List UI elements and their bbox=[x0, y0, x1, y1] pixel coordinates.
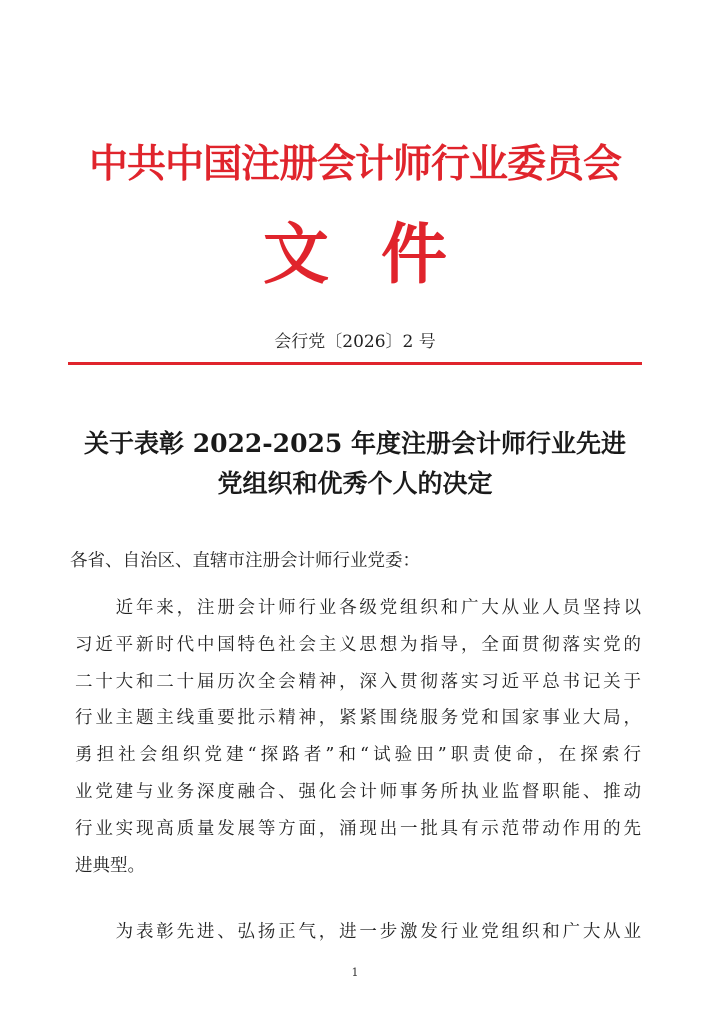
page-number: 1 bbox=[351, 966, 359, 979]
salutation: 各省、自治区、直辖市注册会计师行业党委： bbox=[70, 551, 420, 571]
document-word: 文件 bbox=[263, 215, 499, 293]
paragraph-line: 行业主题主线重要批示精神，紧紧围绕服务党和国家事业大局， bbox=[75, 708, 641, 729]
body-paragraph-1 bbox=[75, 590, 641, 884]
document-title bbox=[40, 424, 670, 504]
paragraph-line: 勇担社会组织党建“探路者”和“试验田”职责使命，在探索行 bbox=[75, 745, 641, 766]
title-line-2: 党组织和优秀个人的决定 bbox=[217, 469, 493, 498]
paragraph-line: 近年来，注册会计师行业各级党组织和广大从业人员坚持以 bbox=[75, 598, 641, 618]
document-number: 会行党〔2026〕2 号 bbox=[274, 332, 436, 352]
paragraph-line: 习近平新时代中国特色社会主义思想为指导，全面贯彻落实党的 bbox=[75, 634, 641, 655]
issuer-header: 中共中国注册会计师行业委员会 bbox=[88, 141, 621, 187]
body-paragraph-2 bbox=[75, 914, 641, 951]
paragraph-line: 行业实现高质量发展等方面，涌现出一批具有示范带动作用的先 bbox=[75, 818, 641, 839]
red-divider-line bbox=[68, 362, 642, 365]
paragraph-line: 为表彰先进、弘扬正气，进一步激发行业党组织和广大从业 bbox=[75, 922, 641, 942]
paragraph-line: 二十大和二十届历次全会精神，深入贯彻落实习近平总书记关于 bbox=[75, 671, 641, 692]
paragraph-line: 业党建与业务深度融合、强化会计师事务所执业监督职能、推动 bbox=[75, 781, 641, 802]
paragraph-line: 进典型。 bbox=[75, 855, 145, 876]
title-line-1: 关于表彰 2022-2025 年度注册会计师行业先进 bbox=[84, 429, 626, 458]
